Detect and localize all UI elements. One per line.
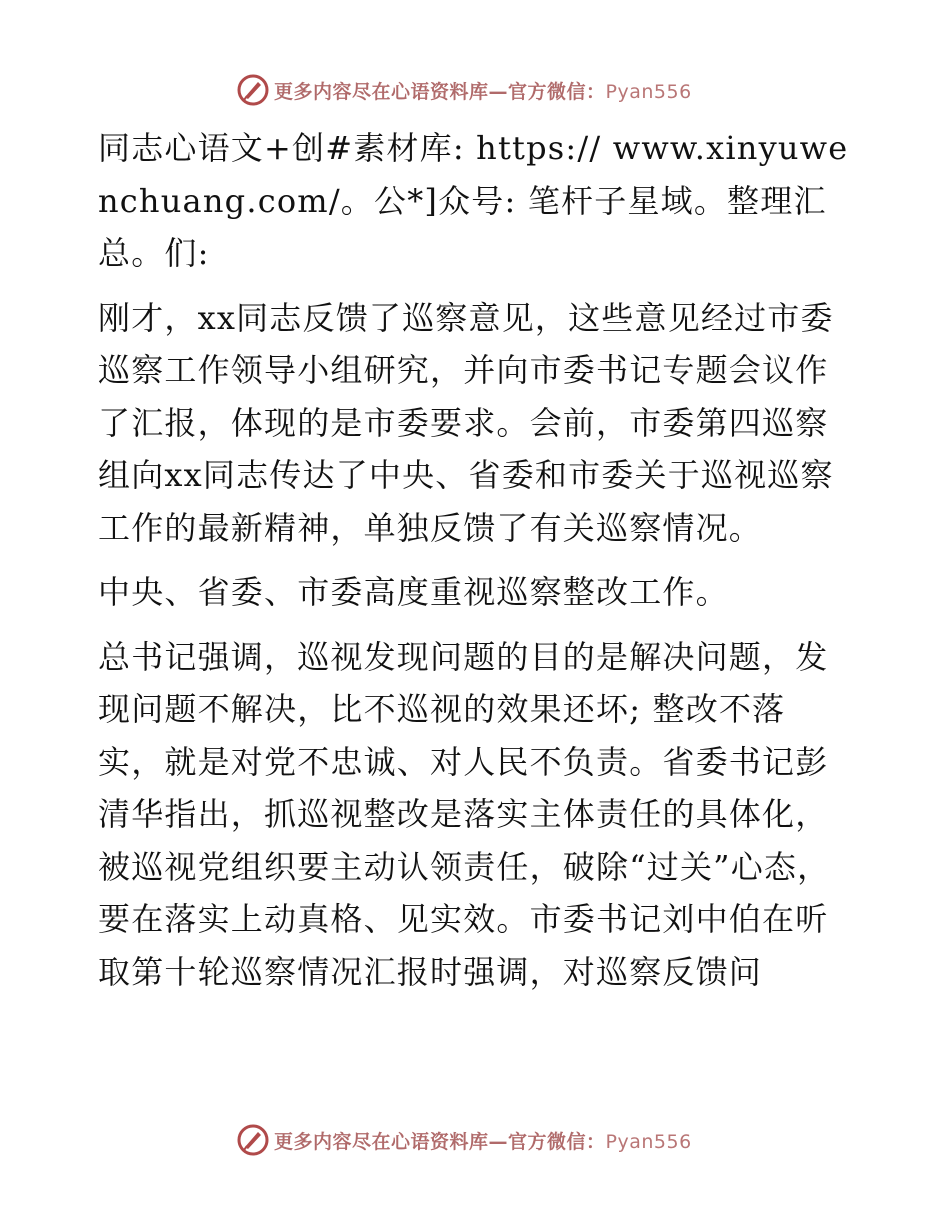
quill-pen-emblem-icon <box>236 1123 270 1157</box>
paragraph-feedback: 刚才，xx同志反馈了巡察意见，这些意见经过市委巡察工作领导小组研究，并向市委书记专题会议作了汇报，体现的是市委要求。会前，市委第四巡察组向xx同志传达了中央、省委和市委关于巡视巡察工作的最新精神，单独反馈了有关巡察情况。 <box>98 298 834 547</box>
paragraph-emphasis: 中央、省委、市委高度重视巡察整改工作。 <box>98 573 729 611</box>
watermark-handle: Pyan556 <box>605 80 692 103</box>
document-body <box>98 122 850 998</box>
quill-pen-emblem-icon <box>236 73 270 107</box>
watermark-text <box>274 77 692 104</box>
paragraph-intro: 同志心语文+创#素材库: https:// www.xinyuwenchuang.com/。公*]众号: 笔杆子星域。整理汇总。们: <box>98 129 849 272</box>
watermark-handle: Pyan556 <box>605 1130 692 1153</box>
footer-watermark <box>236 1122 756 1158</box>
header-watermark <box>236 72 756 108</box>
watermark-text <box>274 1127 692 1154</box>
watermark-caption: 更多内容尽在心语资料库—官方微信： <box>274 80 606 103</box>
watermark-caption: 更多内容尽在心语资料库—官方微信： <box>274 1130 606 1153</box>
paragraph-quotes: 总书记强调，巡视发现问题的目的是解决问题，发现问题不解决，比不巡视的效果还坏; 整改不落实，就是对党不忠诚、对人民不负责。省委书记彭清华指出，抓巡视整改是落实主体责任的具体化，被巡视党组织要主动认领责任，破除“过关”心态，要在落实上动真格、见实效。市委书记刘中伯在听取第十轮巡察情况汇报时强调，对巡察反馈问 <box>98 637 831 991</box>
